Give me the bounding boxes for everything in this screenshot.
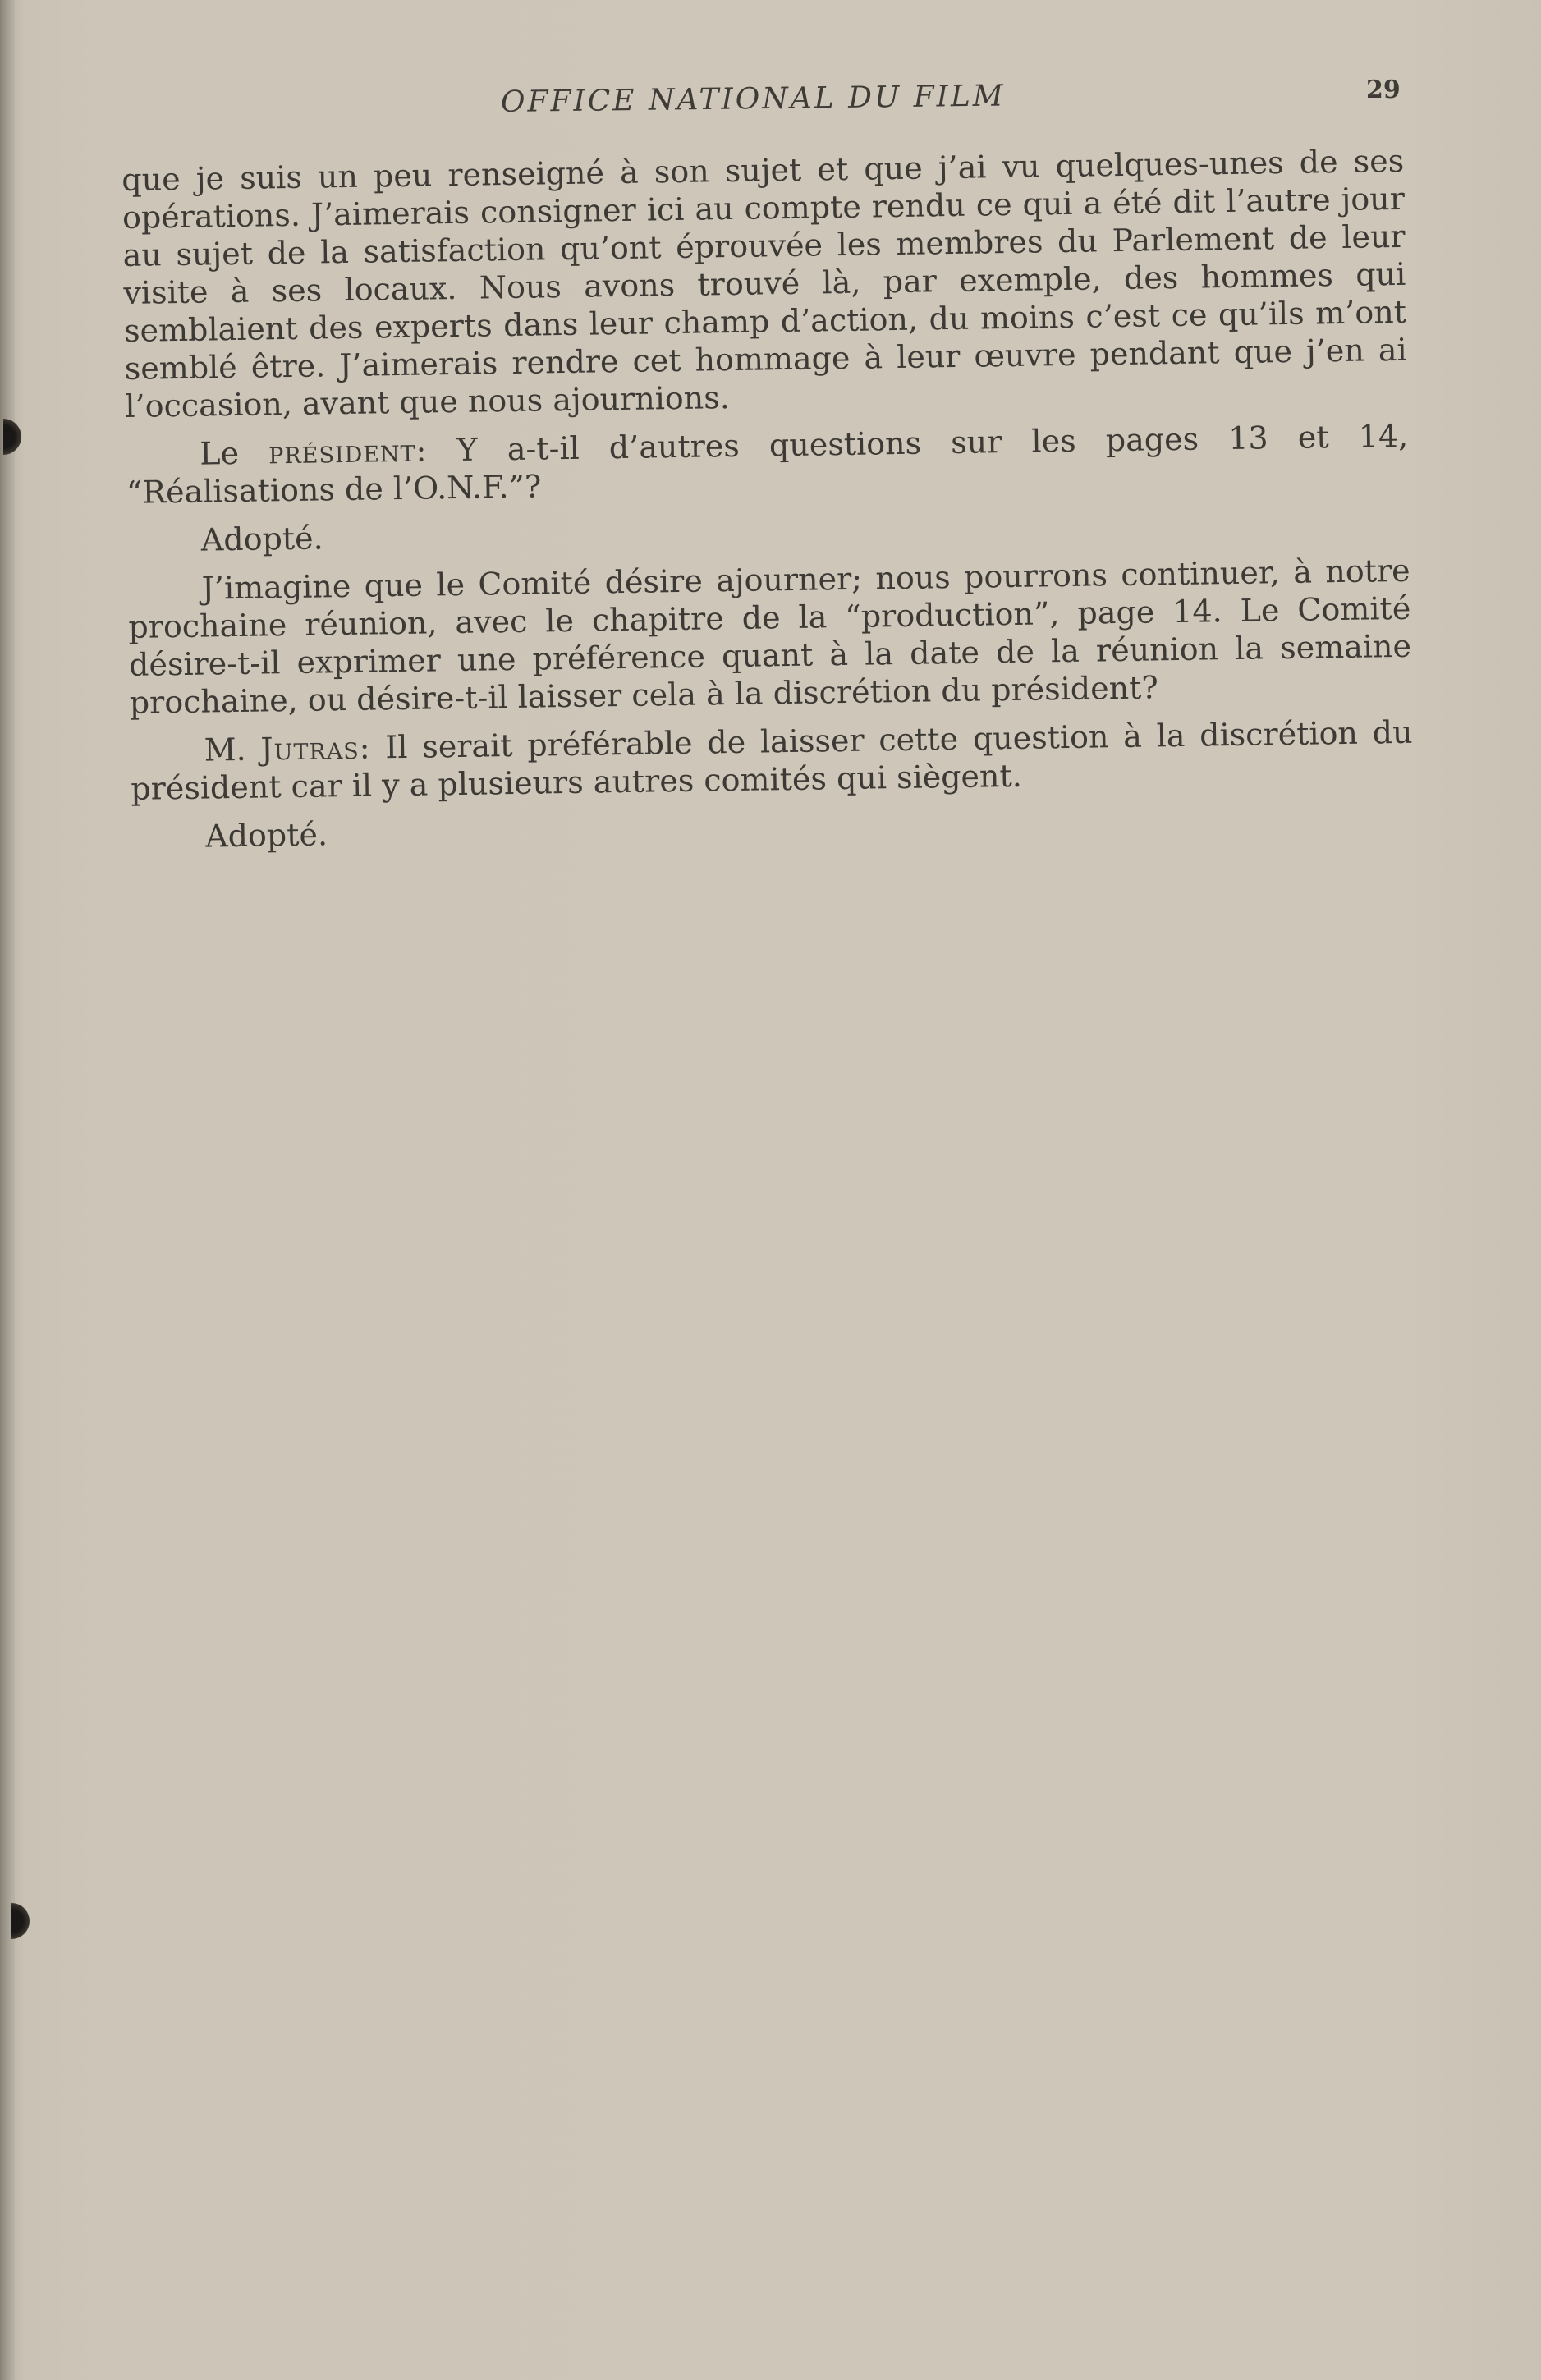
running-head: OFFICE NATIONAL DU FILM — [500, 79, 1006, 119]
paragraph-adopted-1 — [127, 503, 1410, 560]
paragraph-adopted-2 — [131, 800, 1415, 856]
speaker-prefix: M. — [204, 731, 261, 768]
speaker-prefix: Le — [199, 434, 269, 472]
paragraph-text: Adopté. — [200, 520, 323, 558]
paragraph-text: Y a-t-il d’autres questions sur les pages 13 et 14, “Réalisations de l’O.N.F.”? — [126, 417, 1409, 511]
paragraph-adjourn — [127, 552, 1412, 722]
binding-edge — [0, 0, 15, 2380]
punch-hole-top — [3, 419, 21, 455]
paragraph-text: J’imagine que le Comité désire ajourner; nous pourrons continuer, à notre prochaine réunion, avec le chapitre de la “production”, page 14. Le Comité désire-t-il exprimer une préférence quant à la date de la réunion la semaine prochaine, ou désire-t-il laisser cela à la discrétion du président? — [128, 552, 1412, 721]
paragraph-text: que je suis un peu renseigné à son sujet et que j’ai vu quelques-unes de ses opérations. J’aimerais consigner ici au compte rendu ce qui a été dit l’autre jour au sujet de la satisfaction qu’ont éprouvée les membres du Parlement de leur visite à ses locaux. Nous avons trouvé là, par exemple, des hommes qui semblaient des experts dans leur champ d’action, du moins c’est ce qu’ils m’ont semblé être. J’aimerais rendre cet hommage à leur œuvre pendant que j’en ai l’occasion, avant que nous ajournions. — [122, 142, 1407, 424]
body-text — [122, 142, 1415, 867]
paragraph-continuation — [122, 142, 1408, 425]
punch-hole-bottom — [11, 1903, 30, 1939]
paragraph-jutras — [130, 713, 1413, 808]
page-number: 29 — [1366, 76, 1401, 104]
speaker-label: président: — [268, 432, 428, 471]
speaker-label: Jutras: — [260, 729, 371, 768]
paragraph-president-question — [126, 417, 1409, 511]
paragraph-text: Il serait préférable de laisser cette question à la discrétion du président car il y a plusieurs autres comités qui siègent. — [131, 713, 1413, 807]
paragraph-text: Adopté. — [204, 816, 328, 855]
